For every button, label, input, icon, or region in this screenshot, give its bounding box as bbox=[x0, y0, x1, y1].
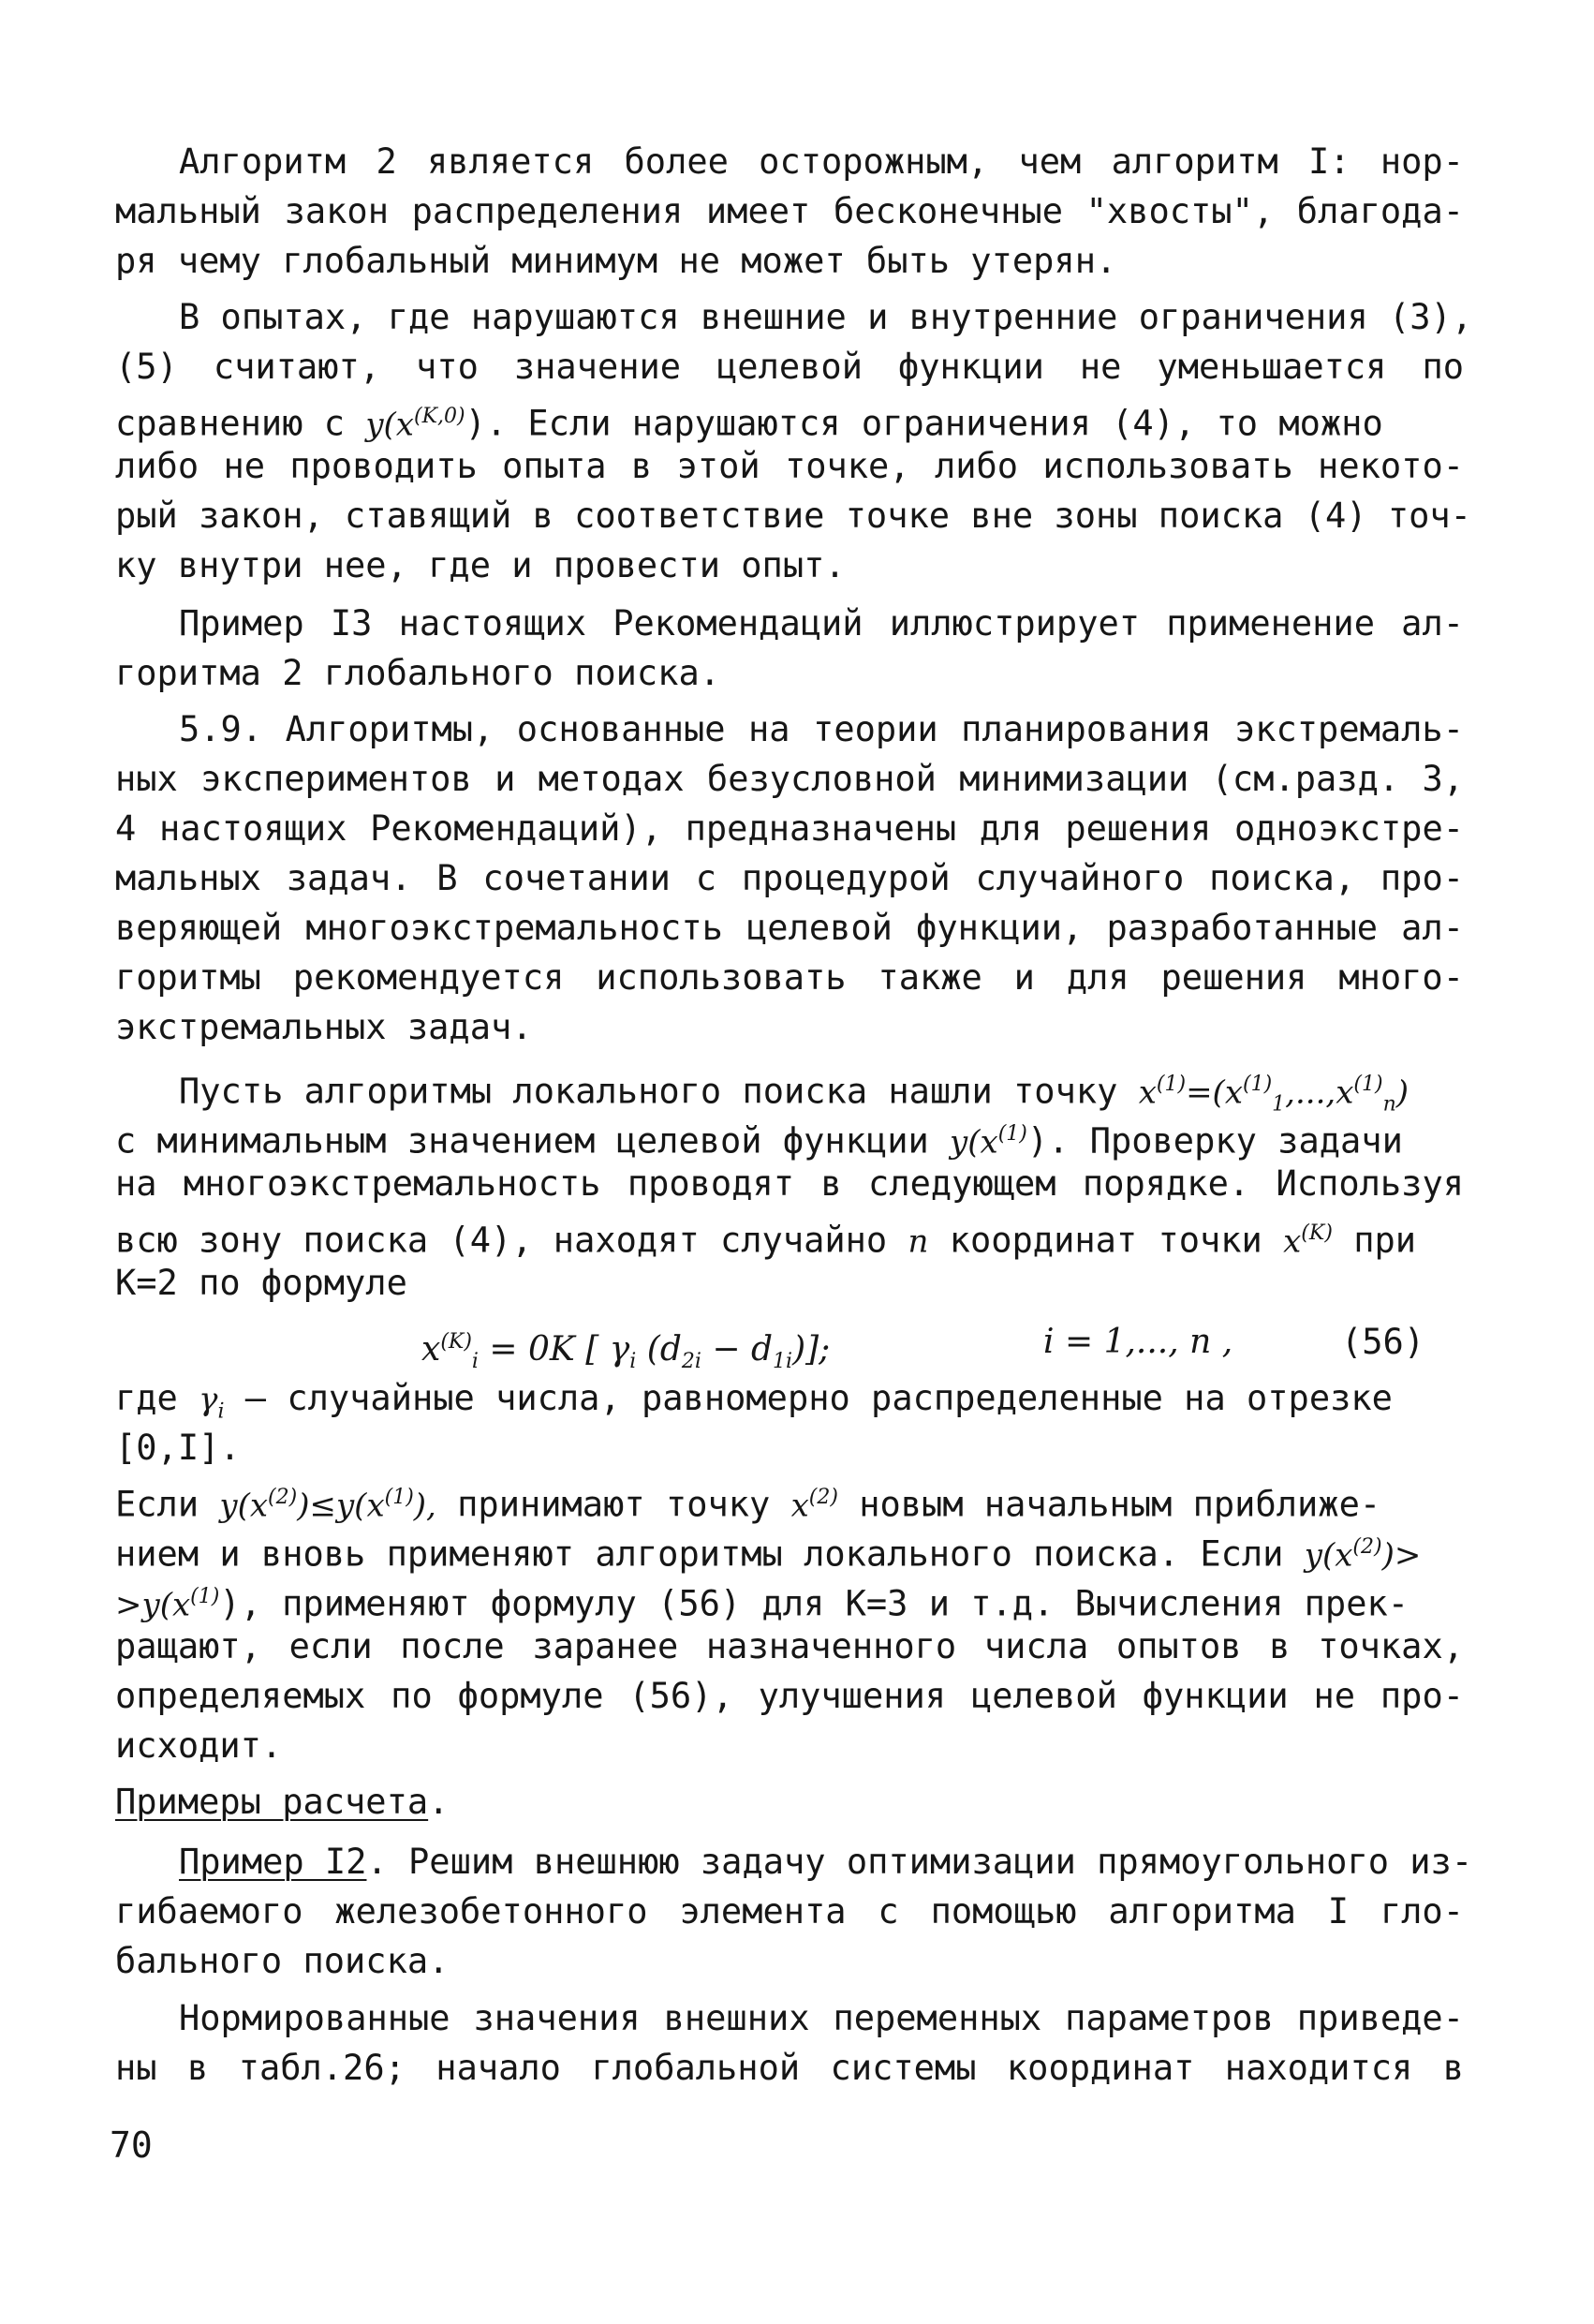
text-run: ), применяют формулу (56) для К=3 и т.д. Вычисления прек- bbox=[219, 1583, 1410, 1624]
math-expression: )]; bbox=[792, 1330, 831, 1369]
math-subscript: 2i bbox=[681, 1350, 701, 1374]
text-line: веряющей многоэкстремальность целевой функции, разработанные ал- bbox=[115, 908, 1464, 948]
heading-dot: . bbox=[428, 1782, 450, 1822]
text-line bbox=[115, 1574, 1464, 1628]
text-line: ку внутри нее, где и провести опыт. bbox=[115, 545, 846, 585]
text-line: 5.9. Алгоритмы, основанные на теории планирования экстремаль- bbox=[179, 709, 1464, 749]
text-line bbox=[115, 1839, 1473, 1886]
math-variable: x bbox=[1138, 1073, 1157, 1112]
math-variable: x bbox=[1283, 1222, 1302, 1261]
math-superscript: (1) bbox=[1353, 1073, 1383, 1096]
text-line: мальный закон распределения имеет бесконечные "хвосты", благода- bbox=[115, 191, 1464, 231]
math-variable: n bbox=[908, 1222, 929, 1261]
text-line: горитмы рекомендуется использовать также и для решения много- bbox=[115, 957, 1464, 998]
text-run: – случайные числа, равномерно распределенные на отрезке bbox=[244, 1378, 1393, 1418]
text-run: с минимальным значением целевой функции bbox=[115, 1120, 929, 1162]
page-number: 70 bbox=[110, 2124, 153, 2166]
text-line: ных экспериментов и методах безусловной минимизации (см.разд. 3, bbox=[115, 759, 1464, 799]
math-subscript: i bbox=[471, 1350, 479, 1374]
formula-number: (56) bbox=[1341, 1322, 1425, 1362]
text-run: Если bbox=[115, 1484, 199, 1525]
text-line bbox=[115, 1474, 1464, 1529]
text-line: исходит. bbox=[115, 1725, 283, 1766]
text-line: экстремальных задач. bbox=[115, 1007, 533, 1047]
text-line bbox=[115, 1524, 1464, 1578]
math-function: y(x bbox=[219, 1487, 269, 1525]
text-line: ращают, если после заранее назначенного числа опытов в точках, bbox=[115, 1626, 1464, 1666]
text-line: мальных задач. В сочетании с процедурой случайного поиска, про- bbox=[115, 858, 1464, 898]
math-expression: = 0K [ γ bbox=[489, 1330, 630, 1369]
math-function: y(x bbox=[1304, 1536, 1353, 1575]
math-variable: x bbox=[421, 1330, 441, 1369]
math-superscript: (1) bbox=[190, 1585, 220, 1608]
text-run: принимают точку bbox=[457, 1484, 771, 1525]
text-line: Алгоритм 2 является более осторожным, чем алгоритм I: нор- bbox=[179, 141, 1464, 182]
text-line: ны в табл.26; начало глобальной системы координат находится в bbox=[115, 2048, 1464, 2088]
text-line: Пример I3 настоящих Рекомендаций иллюстрирует применение ал- bbox=[179, 603, 1464, 644]
math-subscript: i bbox=[217, 1399, 225, 1424]
text-run: при bbox=[1353, 1220, 1417, 1261]
text-run: . Решим внешнюю задачу оптимизации прямоугольного из- bbox=[366, 1842, 1473, 1882]
text-run: Пусть алгоритмы локального поиска нашли точку bbox=[179, 1071, 1118, 1112]
text-line: [0,I]. bbox=[115, 1428, 241, 1468]
text-line: В опытах, где нарушаются внешние и внутренние ограничения (3), bbox=[179, 297, 1473, 337]
math-function: y(x bbox=[365, 406, 414, 444]
text-line: бального поиска. bbox=[115, 1941, 450, 1981]
text-run: ). Проверку задачи bbox=[1026, 1120, 1403, 1162]
text-line: ря чему глобальный минимум не может быть утерян. bbox=[115, 241, 1117, 281]
math-superscript: (1) bbox=[1156, 1073, 1187, 1096]
text-line: гибаемого железобетонного элемента с помощью алгоритма I гло- bbox=[115, 1891, 1464, 1932]
text-line: рый закон, ставящий в соответствие точке вне зоны поиска (4) точ- bbox=[115, 496, 1471, 536]
math-superscript: (2) bbox=[1352, 1535, 1382, 1559]
text-run: ). Если нарушаются ограничения (4), то можно bbox=[465, 403, 1383, 444]
text-run: всю зону поиска (4), находят случайно bbox=[115, 1220, 888, 1261]
math-subscript: 1 bbox=[1272, 1092, 1286, 1117]
math-subscript: n bbox=[1382, 1092, 1396, 1117]
text-line: (5) считают, что значение целевой функции не уменьшается по bbox=[115, 347, 1464, 387]
math-expression: =(x bbox=[1186, 1073, 1243, 1112]
text-line: на многоэкстремальность проводят в следующем порядке. Используя bbox=[115, 1163, 1464, 1204]
math-subscript: i bbox=[629, 1350, 637, 1374]
text-run: где bbox=[115, 1378, 178, 1418]
math-function: y(x bbox=[950, 1123, 998, 1162]
text-run: сравнению с bbox=[115, 403, 346, 444]
math-superscript: (K) bbox=[1301, 1221, 1333, 1245]
math-superscript: (1) bbox=[384, 1486, 414, 1509]
text-line: Нормированные значения внешних переменных параметров приведе- bbox=[179, 1998, 1464, 2038]
math-function: >y(x bbox=[115, 1586, 191, 1624]
math-expression: ) bbox=[1395, 1073, 1409, 1112]
text-line bbox=[115, 393, 1464, 448]
text-line bbox=[115, 1111, 1464, 1165]
text-line: либо не проводить опыта в этой точке, либо использовать некото- bbox=[115, 446, 1464, 486]
text-run: нием и вновь применяют алгоритмы локального поиска. Если bbox=[115, 1533, 1284, 1575]
math-expression: − d bbox=[712, 1330, 774, 1369]
math-expression: (d bbox=[646, 1330, 682, 1369]
math-expression: )> bbox=[1381, 1536, 1422, 1575]
math-superscript: (2) bbox=[268, 1486, 298, 1509]
math-superscript: (1) bbox=[997, 1122, 1027, 1146]
text-line: К=2 по формуле bbox=[115, 1263, 407, 1303]
text-run: новым начальным приближе- bbox=[859, 1484, 1381, 1525]
math-subscript: 1i bbox=[773, 1350, 793, 1374]
math-expression: ), bbox=[413, 1487, 436, 1525]
text-line: определяемых по формуле (56), улучшения целевой функции не про- bbox=[115, 1676, 1464, 1716]
example-label: Пример I2 bbox=[179, 1842, 367, 1882]
math-expression: )≤y(x bbox=[297, 1487, 385, 1525]
math-variable: x bbox=[790, 1487, 809, 1525]
text-line: горитма 2 глобального поиска. bbox=[115, 653, 721, 693]
math-superscript: (K,0) bbox=[413, 405, 465, 428]
math-variable: γ bbox=[199, 1381, 218, 1418]
math-superscript: (K) bbox=[440, 1330, 472, 1354]
formula-range: i = 1,..., n , bbox=[1043, 1323, 1233, 1361]
math-superscript: (1) bbox=[1243, 1073, 1273, 1096]
heading-text: Примеры расчета bbox=[115, 1782, 429, 1822]
text-line bbox=[115, 1210, 1464, 1265]
text-run: координат точки bbox=[949, 1220, 1262, 1261]
math-superscript: (2) bbox=[808, 1486, 838, 1509]
section-heading bbox=[115, 1779, 1464, 1826]
text-line: 4 настоящих Рекомендаций), предназначены для решения одноэкстре- bbox=[115, 808, 1464, 849]
math-expression: ,...,x bbox=[1285, 1073, 1354, 1112]
